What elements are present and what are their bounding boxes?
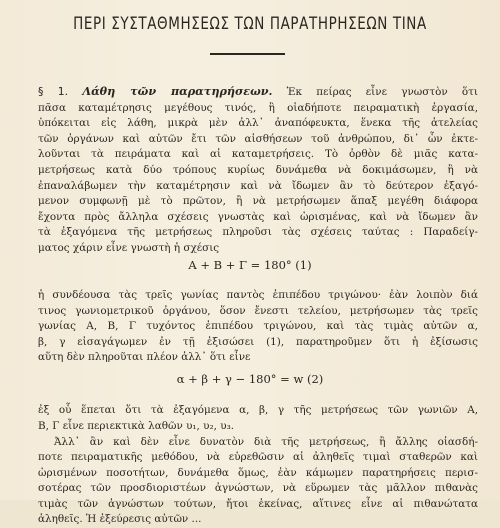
- section-line: μετρήσεως κατὰ δύο τρόπους κυρίως δυνάμεθα νὰ δοκιμάσωμεν, ἢ νὰ: [38, 163, 478, 176]
- paragraph-line: β, γ εἰσαγάγωμεν ἐν τῇ ἐξισώσει (1), παρατηροῦμεν ὅτι ἡ ἐξίσωσις: [38, 335, 478, 348]
- paragraph-2: [38, 288, 478, 366]
- paragraph-line: Β, Γ εἶνε περιεκτικὰ λαθῶν υ₁, υ₂, υ₃.: [38, 419, 235, 432]
- section-first-line: [38, 84, 478, 101]
- section-title: Λάθη τῶν παρατηρήσεων.: [82, 84, 273, 98]
- section-line: ὑπόκειται εἰς λάθη, μικρὰ μὲν ἀλλ᾽ ἀναπόφευκτα, ἕνεκα τῆς ἀτελείας: [38, 117, 478, 130]
- paragraph-line: ὡρισμένων ποσοτήτων, δυνάμεθα ὅμως, ἐὰν κάμωμεν παρατηρήσεις περισ-: [38, 466, 478, 479]
- paragraph-line: ἐξ οὗ ἕπεται ὅτι τὰ ἐξαγόμενα α, β, γ τῆς μετρήσεως τῶν γωνιῶν Α,: [38, 404, 478, 416]
- section-line: Ἐκ πείρας εἶνε γνωστὸν ὅτι: [286, 86, 478, 98]
- formula-1: Α + Β + Γ = 180° (1): [188, 258, 312, 272]
- page-header: ΠΕΡΙ ΣΥΣΤΑΘΜΗΣΕΩΣ ΤΩΝ ΠΑΡΑΤΗΡΗΣΕΩΝ ΤΙΝΑ: [73, 14, 427, 34]
- section-line: μενον συμφωνῇ μὲ τὸ πρῶτον, ἢ νὰ μετρήσωμεν ἅπαξ μεγέθη διάφορα: [38, 195, 478, 208]
- paragraph-line: ἀληθεῖς. Ἡ ἐξεύρεσις αὐτῶν ...: [38, 513, 202, 526]
- section-line: τὰ ἐξαγόμενα τῆς μετρήσεως πληροῦσι τὰς σχέσεις ταύτας : Παραδείγ-: [38, 226, 478, 239]
- paragraph-line: τιμὰς τῶν ἀγνώστων τούτων, ἤτοι ἐκείνας, αἵτινες εἶνε αἱ πιθανώτατα: [38, 497, 478, 510]
- paragraph-line: αὕτη δὲν πληροῦται πλέον ἀλλ᾽ ὅτι εἶνε: [38, 351, 251, 364]
- section-number: § 1.: [38, 85, 69, 98]
- paragraph-4-cont: [38, 450, 478, 528]
- paragraph-line: ποτε πειραματικῆς μεθόδου, νὰ εὑρεθῶσιν αἱ ἀληθεῖς τιμαὶ σταθερῶν καὶ: [38, 451, 478, 463]
- paragraph-4: [38, 435, 478, 451]
- section-line: τῶν ὀργάνων καὶ αὐτῶν ἔτι τῶν αἰσθήσεων τοῦ ἀνθρώπου, δι᾽ ὧν ἐκτε-: [38, 132, 478, 145]
- paragraph-3: [38, 403, 478, 434]
- paragraph-line: τινος γωνιομετρικοῦ ὀργάνου, ὅσον ἔνεστι τελείου, μετρήσωμεν τὰς τρεῖς: [38, 304, 478, 317]
- section-line: λοῦνται τὰ πειράματα καὶ αἱ καταμετρήσεις. Τὸ ὀρθὸν δὲ μιᾶς κατα-: [38, 148, 478, 161]
- paragraph-line: ἡ συνδέουσα τὰς τρεῖς γωνίας παντὸς ἐπιπέδου τριγώνου· ἐὰν λοιπὸν διά: [38, 289, 478, 301]
- section-line: ματος χάριν εἶνε γνωστὴ ἡ σχέσις: [38, 241, 220, 254]
- paragraph-line: σοτέρας τῶν προσδιοριστέων ἀγνώστων, νὰ εὕρωμεν τὰς μᾶλλον πιθανὰς: [38, 482, 478, 495]
- header-rule: [210, 53, 285, 55]
- section-line: ἔχοντα πρὸς ἄλληλα σχέσεις γνωστὰς καὶ ὡρισμένας, καὶ νὰ ἴδωμεν ἂν: [38, 210, 478, 223]
- formula-2: α + β + γ − 180° = w (2): [176, 372, 324, 386]
- section-line: πᾶσα καταμέτρησις μεγέθους τινός, ἢ οἱαδήποτε πειραματικὴ ἐργασία,: [38, 101, 478, 114]
- paragraph-line: Ἀλλ᾽ ἂν καὶ δὲν εἶνε δυνατὸν διὰ τῆς μετρήσεως, ἢ ἄλλης οἱασδή-: [54, 436, 478, 448]
- section-line: ἐπαναλάβωμεν τὴν καταμέτρησιν καὶ νὰ ἴδωμεν ἂν τὸ δεύτερον ἐξαγό-: [38, 179, 478, 192]
- paragraph-line: γωνίας Α, Β, Γ τυχόντος ἐπιπέδου τριγώνου, καὶ τὰς τιμὰς αὐτῶν α,: [38, 320, 478, 333]
- section-1: [38, 84, 478, 257]
